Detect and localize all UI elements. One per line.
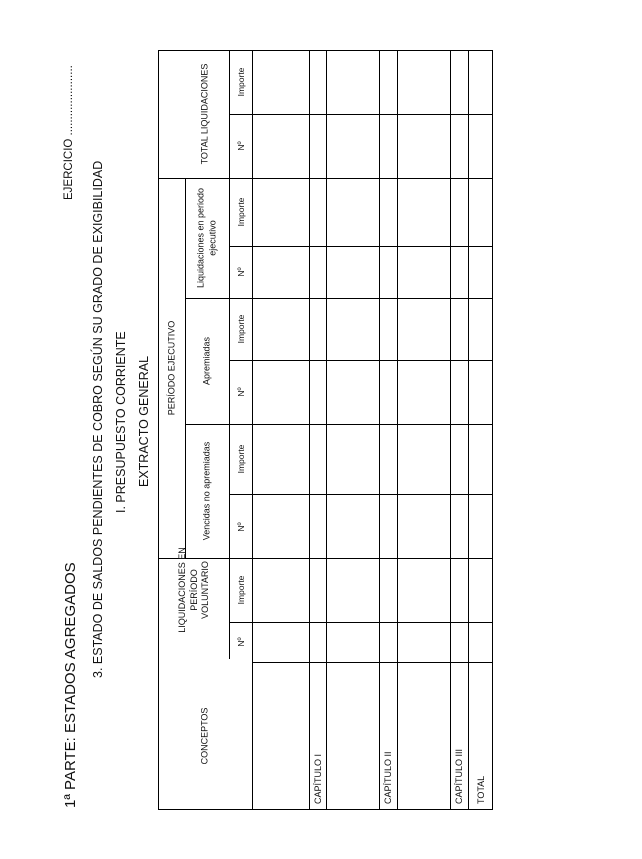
row-label-total: TOTAL — [475, 775, 486, 804]
extract-title: EXTRACTO GENERAL — [137, 355, 151, 487]
row-label-capitulo-3: CAPÍTULO III — [454, 748, 464, 804]
apremiadas-header: Apremiadas — [201, 336, 212, 386]
total-number-header: Nº — [236, 141, 246, 151]
part-title: 1ª PARTE: ESTADOS AGREGADOS — [62, 562, 79, 808]
row-label-capitulo-2: CAPÍTULO II — [383, 751, 393, 804]
row-label-capitulo-1: CAPÍTULO I — [312, 753, 323, 804]
ejecutivo-amount-header: Importe — [236, 197, 246, 227]
voluntary-amount-header: Importe — [236, 575, 246, 605]
vencidas-amount-header: Importe — [236, 444, 246, 474]
concepts-header: CONCEPTOS — [199, 707, 210, 765]
ejercicio-value: ...................... — [63, 65, 75, 136]
vencidas-number-header: Nº — [236, 522, 246, 532]
ejercicio-label: EJERCICIO — [63, 138, 75, 200]
voluntary-header: LIQUIDACIONES EN PERÍODO VOLUNTARIO — [176, 547, 210, 633]
ejecutivo-number-header: Nº — [236, 267, 246, 277]
ejercicio-field — [63, 65, 75, 200]
apremiadas-amount-header: Importe — [236, 314, 246, 344]
vencidas-header: Vencidas no apremiadas — [201, 441, 212, 541]
subsection-title: I. PRESUPUESTO CORRIENTE — [114, 331, 128, 513]
section-title: 3. ESTADO DE SALDOS PENDIENTES DE COBRO SEGÚN SU GRADO DE EXIGIBILIDAD — [91, 160, 105, 678]
ejecutivo-header: Liquidaciones en periodo ejecutivo — [195, 187, 217, 289]
total-amount-header: Importe — [236, 67, 246, 97]
executive-period-header: PERÍODO EJECUTIVO — [166, 320, 177, 416]
total-liquidaciones-header: TOTAL LIQUIDACIONES — [199, 63, 210, 165]
apremiadas-number-header: Nº — [236, 387, 246, 397]
voluntary-number-header: Nº — [236, 637, 246, 647]
